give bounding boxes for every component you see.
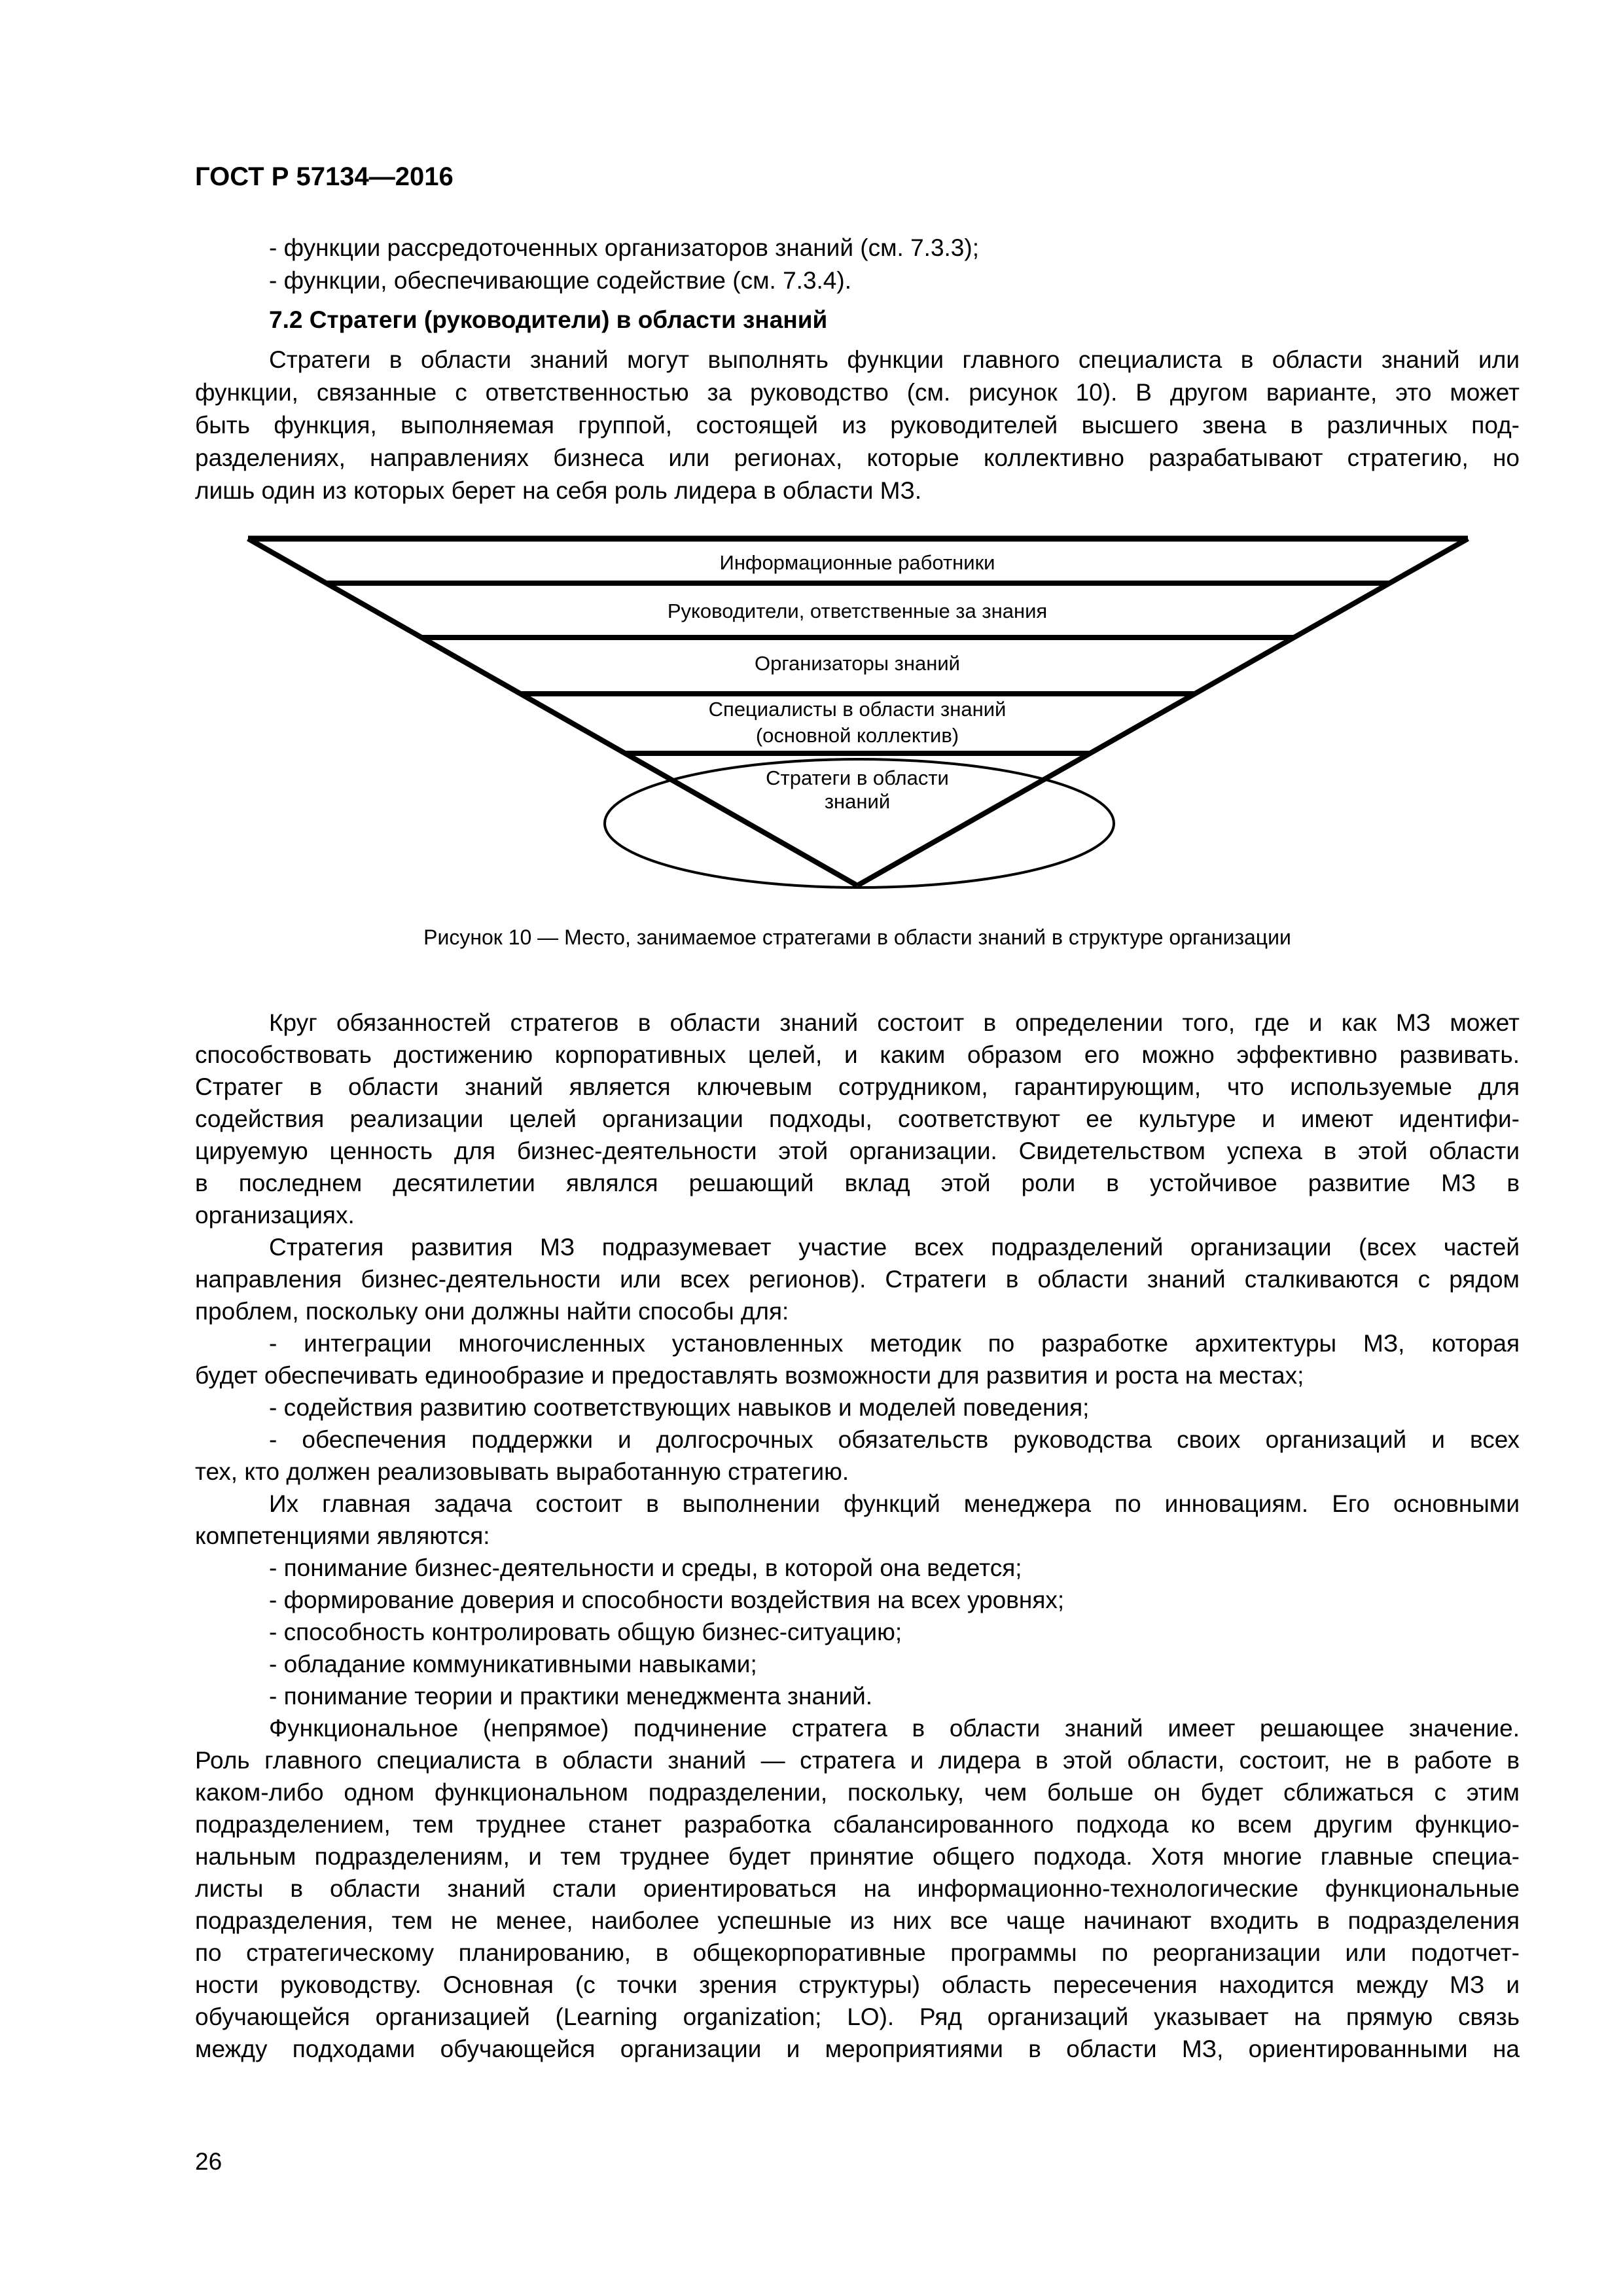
text-line: цируемую ценность для бизнес-деятельности этой организации. Свидетельством успеха в этой области bbox=[195, 1138, 1520, 1164]
text-line: - понимание теории и практики менеджмента знаний. bbox=[269, 1683, 873, 1710]
paragraph bbox=[195, 1552, 1520, 1584]
text-line: Стратегия развития МЗ подразумевает участие всех подразделений организации (всех частей bbox=[269, 1234, 1520, 1261]
text-line: Роль главного специалиста в области знаний — стратега и лидера в этой области, состоит, не в работе в bbox=[195, 1747, 1520, 1774]
text-line: организациях. bbox=[195, 1202, 355, 1229]
text-line: Функциональное (непрямое) подчинение стратега в области знаний имеет решающее значение. bbox=[269, 1715, 1520, 1742]
text-line: ности руководству. Основная (с точки зрения структуры) область пересечения находится между МЗ и bbox=[195, 1971, 1520, 1998]
paragraph bbox=[195, 1424, 1520, 1488]
paragraph bbox=[195, 1488, 1520, 1552]
paragraph bbox=[195, 1584, 1520, 1616]
text-line: листы в области знаний стали ориентироваться на информационно-технологические функциональные bbox=[195, 1875, 1520, 1902]
text-line: подразделения, тем не менее, наиболее успешные из них все чаще начинают входить в подразделения bbox=[195, 1907, 1520, 1934]
text-line: - способность контролировать общую бизнес-ситуацию; bbox=[269, 1619, 902, 1645]
level-label-knowledge-organizers: Организаторы знаний bbox=[755, 652, 960, 675]
text-line: - функции, обеспечивающие содействие (см. 7.3.4). bbox=[269, 267, 851, 294]
level-label-strategists: Стратеги в области bbox=[766, 766, 949, 789]
figure-caption: Рисунок 10 — Место, занимаемое стратегами в области знаний в структуре организации bbox=[423, 925, 1291, 949]
document-title: ГОСТ Р 57134—2016 bbox=[195, 162, 454, 191]
section-heading: 7.2 Стратеги (руководители) в области знаний bbox=[269, 306, 828, 333]
text-line: проблем, поскольку они должны найти способы для: bbox=[195, 1298, 789, 1325]
text-line: разделениях, направлениях бизнеса или регионах, которые коллективно разрабатывают стратегию, но bbox=[195, 444, 1520, 471]
text-line: нальным подразделениям, и тем труднее будет принятие общего подхода. Хотя многие главные специа- bbox=[195, 1843, 1520, 1870]
text-line: направления бизнес-деятельности или всех регионов). Стратеги в области знаний сталкиваются с рядом bbox=[195, 1266, 1520, 1293]
text-line: между подходами обучающейся организации и мероприятиями в области МЗ, ориентированными на bbox=[195, 2036, 1520, 2062]
level-label-knowledge-managers: Руководители, ответственные за знания bbox=[667, 600, 1048, 622]
text-line: обучающейся организацией (Learning organization; LO). Ряд организаций указывает на прямую связь bbox=[195, 2003, 1520, 2030]
text-line: - содействия развитию соответствующих навыков и моделей поведения; bbox=[269, 1394, 1090, 1421]
text-line: содействия реализации целей организации подходы, соответствуют ее культуре и имеют идентифи- bbox=[195, 1105, 1520, 1132]
text-line: функции, связанные с ответственностью за руководство (см. рисунок 10). В другом варианте, это может bbox=[195, 379, 1520, 406]
paragraph bbox=[195, 1648, 1520, 1680]
text-line: Стратеги в области знаний могут выполнять функции главного специалиста в области знаний или bbox=[269, 346, 1520, 373]
text-line: по стратегическому планированию, в общекорпоративные программы по реорганизации или подотчет- bbox=[195, 1939, 1520, 1966]
main-text-section bbox=[195, 1007, 1520, 2065]
text-line: компетенциями являются: bbox=[195, 1522, 490, 1549]
text-line: подразделением, тем труднее станет разработка сбалансированного подхода ко всем другим функцио- bbox=[195, 1811, 1520, 1838]
text-line: - обладание коммуникативными навыками; bbox=[269, 1651, 757, 1677]
page-number: 26 bbox=[195, 2148, 223, 2175]
text-line: лишь один из которых берет на себя роль лидера в области МЗ. bbox=[195, 477, 922, 504]
paragraph bbox=[195, 1007, 1520, 1231]
text-line: в последнем десятилетии являлся решающий вклад этой роли в устойчивое развитие МЗ в bbox=[195, 1170, 1520, 1196]
paragraph bbox=[195, 1712, 1520, 2065]
text-line: - понимание бизнес-деятельности и среды, в которой она ведется; bbox=[269, 1554, 1022, 1581]
level-label-core-team: (основной коллектив) bbox=[755, 724, 959, 747]
text-line: - формирование доверия и способности воздействия на всех уровнях; bbox=[269, 1587, 1065, 1613]
paragraph bbox=[195, 1680, 1520, 1712]
paragraph bbox=[195, 1231, 1520, 1327]
text-line: тех, кто должен реализовывать выработанную стратегию. bbox=[195, 1458, 849, 1485]
text-line: Их главная задача состоит в выполнении функций менеджера по инновациям. Его основными bbox=[269, 1490, 1520, 1517]
text-line: Стратег в области знаний является ключевым сотрудником, гарантирующим, что используемые для bbox=[195, 1073, 1520, 1100]
text-line: - обеспечения поддержки и долгосрочных обязательств руководства своих организаций и всех bbox=[269, 1426, 1520, 1453]
paragraph bbox=[195, 1327, 1520, 1391]
text-line: быть функция, выполняемая группой, состоящей из руководителей высшего звена в различных под- bbox=[195, 412, 1520, 439]
text-line: - функции рассредоточенных организаторов знаний (см. 7.3.3); bbox=[269, 234, 979, 261]
text-line: каком-либо одном функциональном подразделении, поскольку, чем больше он будет сближаться с этим bbox=[195, 1779, 1520, 1806]
text-line: будет обеспечивать единообразие и предоставлять возможности для развития и роста на местах; bbox=[195, 1362, 1304, 1389]
text-line: способствовать достижению корпоративных целей, и каким образом его можно эффективно развивать. bbox=[195, 1041, 1520, 1068]
level-label-knowledge-workers: Информационные работники bbox=[719, 551, 995, 574]
text-line: Круг обязанностей стратегов в области знаний состоит в определении того, где и как МЗ может bbox=[269, 1009, 1520, 1036]
text-line: - интеграции многочисленных установленных методик по разработке архитектуры МЗ, которая bbox=[269, 1330, 1520, 1357]
level-label-strategists-2: знаний bbox=[824, 790, 891, 813]
paragraph bbox=[195, 1616, 1520, 1648]
paragraph bbox=[195, 1391, 1520, 1424]
level-label-knowledge-specialists: Специалисты в области знаний bbox=[708, 698, 1007, 721]
